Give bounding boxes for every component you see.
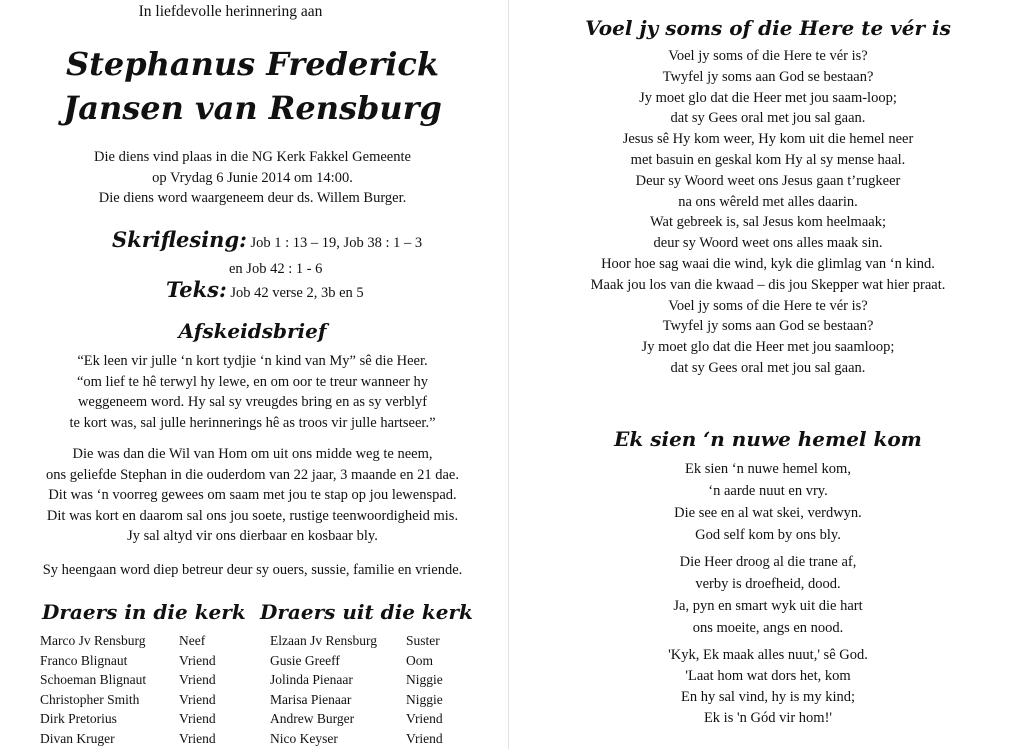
bearer-row [270, 709, 443, 729]
poem-line: Twyfel jy soms aan God se bestaan? [662, 68, 874, 85]
poem-line: Jesus sê Hy kom weer, Hy kom uit die hemel neer [622, 131, 914, 148]
scripture-refs-2: en Job 42 : 1 - 6 [229, 261, 323, 277]
quote-line: “om lief te hê terwyl hy lewe, en om oor te treur wanneer hy [76, 373, 429, 390]
poem-line: En hy sal vind, hy is my kind; [681, 689, 855, 705]
bearer-name: Christopher Smith [40, 691, 140, 707]
paragraph-line: Dit was ‘n voorreg gewees om saam met jou te stap op jou lewenspad. [48, 487, 457, 503]
quote-line: weggeneem word. Hy sal sy vreugdes bring en as sy verblyf [77, 394, 428, 410]
mourning-line: Sy heengaan word diep betreur deur sy ouers, sussie, familie en vriende. [42, 562, 463, 578]
bearer-relation: Vriend [406, 730, 443, 746]
bearer-row [40, 690, 216, 710]
bearers-out-list [270, 631, 443, 748]
poem2-title: Ek sien ‘n nuwe hemel kom [614, 427, 922, 451]
quote-line: te kort was, sal julle herinnerings hê as troos vir julle hartseer.” [69, 414, 436, 431]
poem-line: Die Heer droog al die trane af, [679, 554, 857, 570]
poem-line: Wat gebreek is, sal Jesus kom heelmaak; [649, 214, 886, 231]
bearer-relation: Oom [406, 652, 433, 668]
paragraph-line: Jy sal altyd vir ons dierbaar en kosbaar bly. [127, 528, 378, 544]
farewell-heading: Afskeidsbrief [178, 319, 327, 343]
bearer-relation: Suster [406, 633, 440, 648]
intro-line: In liefdevolle herinnering aan [138, 3, 323, 20]
bearer-row [270, 651, 443, 671]
bearers-out-title: Draers uit die kerk [260, 600, 473, 624]
poem-line: na ons wêreld met alles daarin. [678, 193, 858, 210]
bearers-church-list [40, 631, 216, 748]
poem-line: Hoor hoe sag waai die wind, kyk die glimlag van ‘n kind. [601, 255, 935, 272]
poem-line: Ek sien ‘n nuwe hemel kom, [685, 461, 851, 477]
poem-line: Voel jy soms of die Here te vér is? [668, 297, 868, 314]
bearer-name: Schoeman Blignaut [40, 672, 147, 687]
left-page [0, 0, 505, 749]
scripture-reading [112, 227, 423, 254]
page-fold-divider [508, 0, 509, 749]
poem-line: Maak jou los van die kwaad – dis jou Skepper wat hier praat. [590, 276, 946, 293]
scripture-label: Skriflesing: [112, 227, 247, 252]
bearer-relation: Vriend [179, 691, 216, 707]
bearer-relation: Vriend [179, 672, 216, 687]
bearer-row [270, 670, 443, 690]
poem-line: Deur sy Woord weet ons Jesus gaan t’rugkeer [635, 172, 901, 189]
text-reference [166, 277, 364, 304]
bearer-name: Dirk Pretorius [40, 711, 117, 726]
bearer-relation: Neef [179, 633, 206, 648]
poem2-stanza-2 [512, 551, 1024, 639]
poem1-body [512, 46, 1024, 379]
bearer-row [270, 690, 443, 710]
bearer-relation: Vriend [179, 652, 216, 668]
poem-line: Jy moet glo dat die Heer met jou saam-loop; [639, 89, 897, 106]
poem-line: met basuin en geskal kom Hy al sy mense haal. [630, 151, 906, 168]
text-label: Teks: [166, 277, 227, 302]
bearer-row [40, 709, 216, 729]
bearer-row [40, 631, 216, 651]
bearer-name: Andrew Burger [270, 711, 355, 726]
service-line: Die diens word waargeneem deur ds. Willem Burger. [98, 190, 407, 206]
poem-line: dat sy Gees oral met jou sal gaan. [670, 359, 866, 376]
poem-line: ‘n aarde nuut en vry. [708, 483, 828, 499]
paragraph-line: Die was dan die Wil van Hom om uit ons midde weg te neem, [72, 446, 433, 462]
quote-line: “Ek leen vir julle ‘n kort tydjie ‘n kind van My” sê die Heer. [77, 353, 428, 369]
bearer-row [40, 670, 216, 690]
paragraph-line: Dit was kort en daarom sal ons jou soete, rustige teenwoordigheid mis. [46, 507, 459, 524]
scripture-refs: Job 1 : 13 – 19, Job 38 : 1 – 3 [250, 235, 423, 251]
bearer-row [40, 651, 216, 671]
poem2-stanza-3 [512, 645, 1024, 729]
service-line: Die diens vind plaas in die NG Kerk Fakkel Gemeente [94, 149, 411, 165]
bearer-name: Elzaan Jv Rensburg [270, 633, 377, 648]
bearer-relation: Vriend [179, 730, 216, 746]
poem-line: ons moeite, angs en nood. [692, 620, 844, 636]
paragraph-line: ons geliefde Stephan in die ouderdom van 22 jaar, 3 maande en 21 dae. [46, 466, 459, 483]
poem1-title: Voel jy soms of die Here te vér is [585, 16, 951, 40]
bearer-row [40, 729, 216, 749]
poem-line: 'Kyk, Ek maak alles nuut,' sê God. [668, 647, 868, 663]
bearers-church-title: Draers in die kerk [42, 600, 246, 624]
bearer-name: Divan Kruger [40, 730, 115, 746]
bearer-row [270, 729, 443, 749]
bearer-relation: Vriend [179, 711, 216, 726]
poem-line: God self kom by ons bly. [695, 527, 841, 543]
poem-line: Jy moet glo dat die Heer met jou saamloop; [641, 339, 895, 356]
poem-line: 'Laat hom wat dors het, kom [685, 668, 851, 684]
name-line-1: Stephanus Frederick [65, 45, 440, 83]
bearer-name: Nico Keyser [270, 730, 338, 746]
bearer-relation: Niggie [406, 691, 443, 707]
poem-line: Ja, pyn en smart wyk uit die hart [673, 598, 863, 614]
poem-line: verby is droefheid, dood. [695, 576, 841, 592]
poem2-stanza-1 [512, 458, 1024, 546]
poem-line: deur sy Woord weet ons alles maak sin. [653, 235, 883, 252]
poem-line: Twyfel jy soms aan God se bestaan? [662, 318, 874, 335]
farewell-quote [0, 351, 505, 433]
poem-line: dat sy Gees oral met jou sal gaan. [670, 110, 866, 127]
service-line: op Vrydag 6 Junie 2014 om 14:00. [152, 169, 353, 186]
poem-line: Voel jy soms of die Here te vér is? [668, 48, 868, 64]
bearer-name: Jolinda Pienaar [270, 672, 353, 687]
bearer-name: Gusie Greeff [270, 652, 340, 668]
bearer-name: Marisa Pienaar [270, 691, 352, 707]
text-value: Job 42 verse 2, 3b en 5 [230, 285, 364, 301]
bearer-name: Marco Jv Rensburg [40, 633, 146, 648]
bearer-row [270, 631, 443, 651]
service-details [0, 147, 505, 209]
poem-line: Ek is 'n Gód vir hom!' [703, 710, 833, 726]
bearer-relation: Vriend [406, 711, 443, 726]
name-line-2: Jansen van Rensburg [63, 89, 442, 127]
bearer-relation: Niggie [406, 672, 443, 687]
poem-line: Die see en al wat skei, verdwyn. [674, 505, 862, 521]
farewell-paragraph [0, 444, 505, 547]
bearer-name: Franco Blignaut [40, 652, 128, 668]
